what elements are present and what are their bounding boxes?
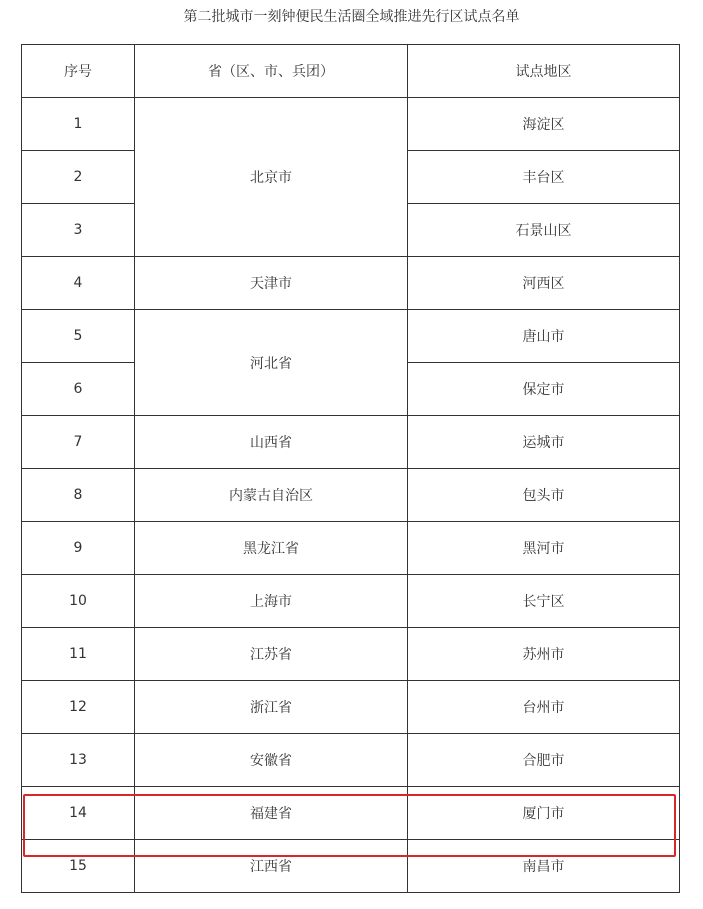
table-row bbox=[22, 628, 680, 681]
row-area: 丰台区 bbox=[408, 151, 680, 204]
row-area: 台州市 bbox=[408, 681, 680, 734]
row-index: 12 bbox=[22, 681, 135, 734]
row-province: 山西省 bbox=[135, 416, 408, 469]
row-area: 南昌市 bbox=[408, 840, 680, 893]
table-row bbox=[22, 522, 680, 575]
row-province: 福建省 bbox=[135, 787, 408, 840]
row-area: 包头市 bbox=[408, 469, 680, 522]
table-row bbox=[22, 734, 680, 787]
row-province: 天津市 bbox=[135, 257, 408, 310]
row-province: 浙江省 bbox=[135, 681, 408, 734]
table-header-row bbox=[22, 45, 680, 98]
table-row bbox=[22, 469, 680, 522]
row-province: 北京市 bbox=[135, 98, 408, 257]
row-province: 上海市 bbox=[135, 575, 408, 628]
row-index: 1 bbox=[22, 98, 135, 151]
row-area: 石景山区 bbox=[408, 204, 680, 257]
row-index: 14 bbox=[22, 787, 135, 840]
row-index: 2 bbox=[22, 151, 135, 204]
header-index: 序号 bbox=[22, 45, 135, 98]
table-row-highlighted bbox=[22, 787, 680, 840]
header-province: 省（区、市、兵团） bbox=[135, 45, 408, 98]
row-area: 保定市 bbox=[408, 363, 680, 416]
table-row bbox=[22, 575, 680, 628]
table-row bbox=[22, 257, 680, 310]
row-area: 苏州市 bbox=[408, 628, 680, 681]
row-province: 江西省 bbox=[135, 840, 408, 893]
row-index: 3 bbox=[22, 204, 135, 257]
table-row bbox=[22, 98, 680, 151]
row-index: 10 bbox=[22, 575, 135, 628]
row-index: 8 bbox=[22, 469, 135, 522]
row-province: 安徽省 bbox=[135, 734, 408, 787]
row-index: 4 bbox=[22, 257, 135, 310]
row-area: 运城市 bbox=[408, 416, 680, 469]
row-area: 黑河市 bbox=[408, 522, 680, 575]
pilot-list-table bbox=[21, 44, 680, 893]
row-province: 江苏省 bbox=[135, 628, 408, 681]
row-province: 河北省 bbox=[135, 310, 408, 416]
row-province: 黑龙江省 bbox=[135, 522, 408, 575]
table-row bbox=[22, 840, 680, 893]
row-index: 11 bbox=[22, 628, 135, 681]
row-area: 长宁区 bbox=[408, 575, 680, 628]
row-area: 厦门市 bbox=[408, 787, 680, 840]
row-index: 7 bbox=[22, 416, 135, 469]
row-index: 13 bbox=[22, 734, 135, 787]
row-province: 内蒙古自治区 bbox=[135, 469, 408, 522]
header-area: 试点地区 bbox=[408, 45, 680, 98]
row-area: 唐山市 bbox=[408, 310, 680, 363]
table-row bbox=[22, 681, 680, 734]
row-area: 海淀区 bbox=[408, 98, 680, 151]
row-area: 合肥市 bbox=[408, 734, 680, 787]
table-row bbox=[22, 310, 680, 363]
row-index: 9 bbox=[22, 522, 135, 575]
row-index: 5 bbox=[22, 310, 135, 363]
row-area: 河西区 bbox=[408, 257, 680, 310]
table-row bbox=[22, 416, 680, 469]
row-index: 15 bbox=[22, 840, 135, 893]
document-title: 第二批城市一刻钟便民生活圈全域推进先行区试点名单 bbox=[183, 9, 520, 25]
row-index: 6 bbox=[22, 363, 135, 416]
